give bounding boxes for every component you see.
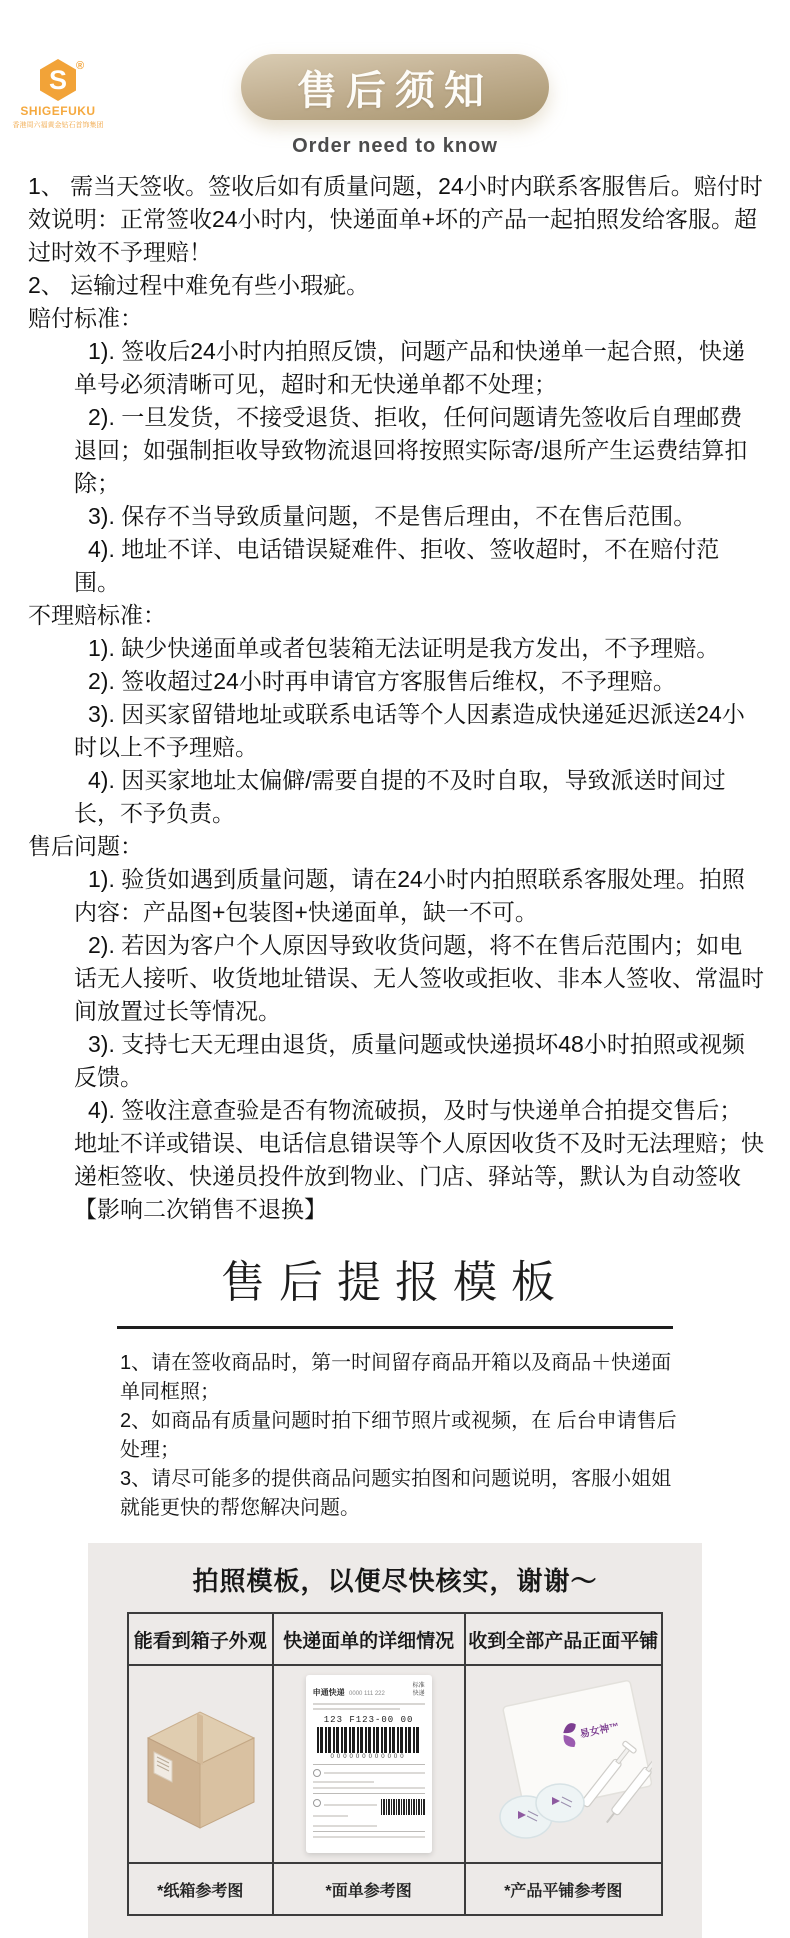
- logo-initial: S: [48, 65, 68, 95]
- brand-name: SHIGEFUKU: [20, 104, 96, 118]
- banner-title: 售后须知: [297, 68, 493, 113]
- notice-subitem: 1). 缺少快递面单或者包装箱无法证明是我方发出，不予理赔。: [88, 635, 720, 661]
- brand-tagline: 香港周六福黄金钻石首饰集团: [12, 122, 104, 129]
- template-item: 3、请尽可能多的提供商品问题实拍图和问题说明，客服小姐姐就能更快的帮您解决问题。: [120, 1468, 672, 1519]
- waybill-divider: [313, 1793, 425, 1794]
- waybill-secondary-barcode: [381, 1799, 425, 1815]
- waybill-receiver-icon: [313, 1799, 321, 1807]
- photo-panel-title: 拍照模板，以便尽快核实，谢谢～: [192, 1566, 598, 1596]
- banner-subtitle: Order need to know: [292, 135, 498, 157]
- waybill-divider: [313, 1831, 425, 1832]
- notice-subitem: 4). 签收注意查验是否有物流破损，及时与快递单合拍提交售后；地址不详或错误、电话信息错误等个人原因收货不及时无法理赔；快递柜签收、快递员投件放到物业、门店、驿站等，默认为自动签收【影响二次销售不退换】: [74, 1097, 764, 1222]
- waybill-barcode-digits: 000000000000: [330, 1754, 407, 1760]
- waybill-address-bar: [313, 1703, 425, 1705]
- notice-subitem: 1). 签收后24小时内拍照反馈，问题产品和快递单一起合照，快递单号必须清晰可见，超时和无快递单都不处理；: [74, 338, 745, 397]
- caption-products: *产品平铺参考图: [465, 1863, 662, 1915]
- table-image-row: [128, 1665, 662, 1863]
- waybill-barcode: [317, 1727, 421, 1753]
- notice-subitem: 2). 一旦发货，不接受退货、拒收，任何问题请先签收后自理邮费退回；如强制拒收导致物流退回将按照实际寄/退所产生运费结算扣除；: [74, 404, 748, 496]
- photo-reference-table: [127, 1612, 663, 1916]
- box-image-cell: [128, 1665, 273, 1863]
- products-image-cell: [465, 1665, 662, 1863]
- notice-subitem: 4). 地址不详、电话错误疑难件、拒收、签收超时，不在赔付范围。: [74, 536, 720, 595]
- notice-section-label: 赔付标准：: [28, 305, 143, 331]
- column-header-box: 能看到箱子外观: [128, 1613, 273, 1665]
- column-header-products: 收到全部产品正面平铺: [465, 1613, 662, 1665]
- waybill-address-bar: [313, 1708, 400, 1710]
- waybill-service-tag: 标准: [412, 1683, 425, 1689]
- notice-subitem: 2). 签收超过24小时再申请官方客服售后维权，不予理赔。: [88, 668, 676, 694]
- notice-section-label: 售后问题：: [28, 833, 143, 859]
- waybill-image-cell: [273, 1665, 465, 1863]
- brand-logo: [10, 58, 106, 130]
- column-header-waybill: 快递面单的详细情况: [273, 1613, 465, 1665]
- notice-subitem: 1). 验货如遇到质量问题，请在24小时内拍照联系客服处理。拍照内容：产品图+包装图+快递面单，缺一不可。: [74, 866, 745, 925]
- registered-mark: ®: [76, 60, 85, 72]
- notice-subitem: 3). 因买家留错地址或联系电话等个人因素造成快递延迟派送24小时以上不予理赔。: [74, 701, 745, 760]
- product-flatlay-illustration: [474, 1675, 652, 1853]
- notice-section-label: 不理赔标准：: [28, 602, 166, 628]
- template-section-title: 售后提报模板: [221, 1258, 569, 1307]
- waybill-sort-code: 123 F123-00 00: [323, 1715, 414, 1725]
- table-caption-row: [128, 1863, 662, 1915]
- waybill-illustration: [306, 1675, 432, 1853]
- waybill-meta-digits: 0000 111 222: [349, 1691, 385, 1697]
- notice-subitem: 3). 保存不当导致质量问题，不是售后理由，不在售后范围。: [88, 503, 697, 529]
- product-pod-icon: [536, 1784, 584, 1822]
- notice-subitem: 3). 支持七天无理由退货，质量问题或快递损坏48小时拍照或视频反馈。: [74, 1031, 745, 1090]
- cardboard-box-illustration: [134, 1694, 266, 1834]
- template-item: 2、如商品有质量问题时拍下细节照片或视频，在 后台申请售后处理；: [120, 1410, 677, 1461]
- notice-paragraph: 1、 需当天签收。签收后如有质量问题，24小时内联系客服售后。赔付时效说明：正常签收24小时内，快递面单+坏的产品一起拍照发给客服。超过时效不予理赔！: [28, 173, 763, 265]
- table-header-row: [128, 1613, 662, 1665]
- notice-paragraph: 2、 运输过程中难免有些小瑕疵。: [28, 272, 370, 298]
- template-instructions: [0, 1349, 790, 1523]
- caption-waybill: *面单参考图: [273, 1863, 465, 1915]
- waybill-service-tag: 快递: [412, 1691, 425, 1697]
- template-item: 1、请在签收商品时，第一时间留存商品开箱以及商品＋快递面单同框照；: [120, 1352, 672, 1403]
- waybill-sender-icon: [313, 1769, 321, 1777]
- notice-subitem: 2). 若因为客户个人原因导致收货问题，将不在售后范围内；如电话无人接听、收货地址错误、无人签收或拒收、非本人签收、常温时间放置过长等情况。: [74, 932, 764, 1024]
- notice-subitem: 4). 因买家地址太偏僻/需要自提的不及时自取，导致派送时间过长，不予负责。: [74, 767, 726, 826]
- after-sales-notice: [0, 158, 790, 1226]
- hexagon-s-logo-icon: [37, 58, 79, 102]
- after-sales-banner: [241, 54, 549, 120]
- product-brand-text: 易女神™: [579, 1721, 621, 1741]
- title-underline: [117, 1326, 673, 1329]
- waybill-divider: [313, 1764, 425, 1765]
- photo-template-panel: [88, 1543, 702, 1938]
- caption-box: *纸箱参考图: [128, 1863, 273, 1915]
- waybill-courier-name: 申通快递: [312, 1688, 345, 1697]
